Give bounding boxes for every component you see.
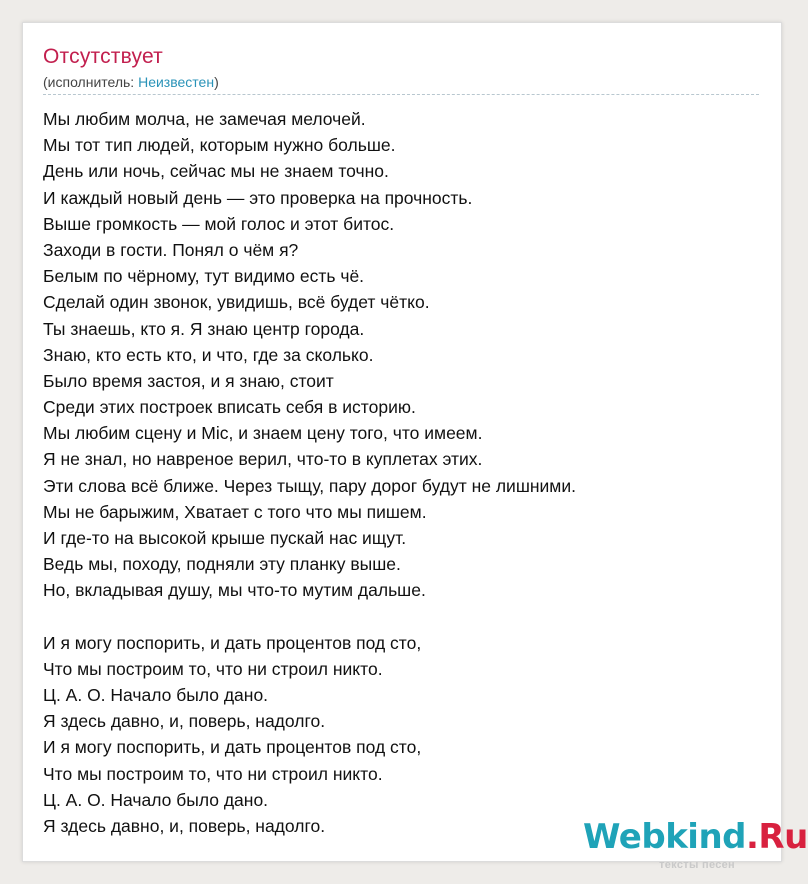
webkind-logo[interactable]	[583, 817, 808, 877]
lyric-line: Сделай один звонок, увидишь, всё будет чётко.	[43, 292, 430, 313]
lyric-line: Заходи в гости. Понял о чём я?	[43, 239, 299, 260]
stanza-1	[43, 106, 763, 604]
artist-line	[43, 74, 219, 90]
lyric-line: Мы тот тип людей, которым нужно больше.	[43, 135, 396, 156]
artist-prefix: (исполнитель:	[43, 74, 139, 90]
lyric-line: И где-то на высокой крыше пускай нас ищут.	[43, 528, 407, 548]
lyric-line: Ведь мы, походу, подняли эту планку выше.	[43, 554, 401, 575]
lyric-line: Ц. А. О. Начало было дано.	[43, 789, 269, 810]
lyric-line: Эти слова всё ближе. Через тыщу, пару дорог будут не лишними.	[43, 475, 576, 496]
artist-suffix: )	[214, 74, 219, 90]
lyric-line: Я здесь давно, и, поверь, надолго.	[43, 815, 326, 836]
lyric-line: Мы любим сцену и Mic, и знаем цену того, что имеем.	[43, 423, 483, 444]
lyric-line: Ты знаешь, кто я. Я знаю центр города.	[43, 318, 365, 339]
song-title: Отсутствует	[43, 45, 163, 68]
lyric-line: Белым по чёрному, тут видимо есть чё.	[43, 266, 365, 287]
lyric-line: Среди этих построек вписать себя в историю.	[43, 397, 416, 418]
lyric-line: Ц. А. О. Начало было дано.	[43, 684, 269, 705]
lyric-line: И я могу поспорить, и дать процентов под сто,	[43, 737, 422, 758]
logo-wordmark	[583, 817, 808, 857]
stanza-gap	[43, 604, 763, 630]
lyrics-body	[43, 106, 763, 839]
lyric-line: День или ночь, сейчас мы не знаем точно.	[43, 161, 389, 182]
logo-brand-part2: .Ru	[746, 817, 808, 857]
dashed-divider	[43, 94, 759, 95]
logo-brand-part1: Webkind	[583, 817, 746, 857]
lyric-line: Знаю, кто есть кто, и что, где за сколько.	[43, 344, 374, 365]
stanza-2	[43, 630, 763, 840]
lyrics-card	[22, 22, 808, 871]
artist-link[interactable]: Неизвестен	[138, 74, 215, 90]
lyric-line: Выше громкость — мой голос и этот битос.	[43, 213, 395, 234]
lyric-line: Что мы построим то, что ни строил никто.	[43, 763, 383, 784]
lyric-line: Было время застоя, и я знаю, стоит	[43, 370, 334, 391]
lyric-line: Я не знал, но навреное верил, что-то в куплетах этих.	[43, 449, 483, 470]
lyric-line: Я здесь давно, и, поверь, надолго.	[43, 711, 326, 732]
logo-tagline: тексты песен	[659, 859, 735, 871]
lyric-line: Мы не барыжим, Хватает с того что мы пишем.	[43, 501, 427, 522]
lyric-line: Но, вкладывая душу, мы что-то мутим дальше.	[43, 580, 426, 601]
lyric-line: Мы любим молча, не замечая мелочей.	[43, 109, 366, 129]
lyric-line: Что мы построим то, что ни строил никто.	[43, 658, 383, 679]
lyric-line: И я могу поспорить, и дать процентов под сто,	[43, 632, 422, 653]
lyric-line: И каждый новый день — это проверка на прочность.	[43, 187, 473, 208]
